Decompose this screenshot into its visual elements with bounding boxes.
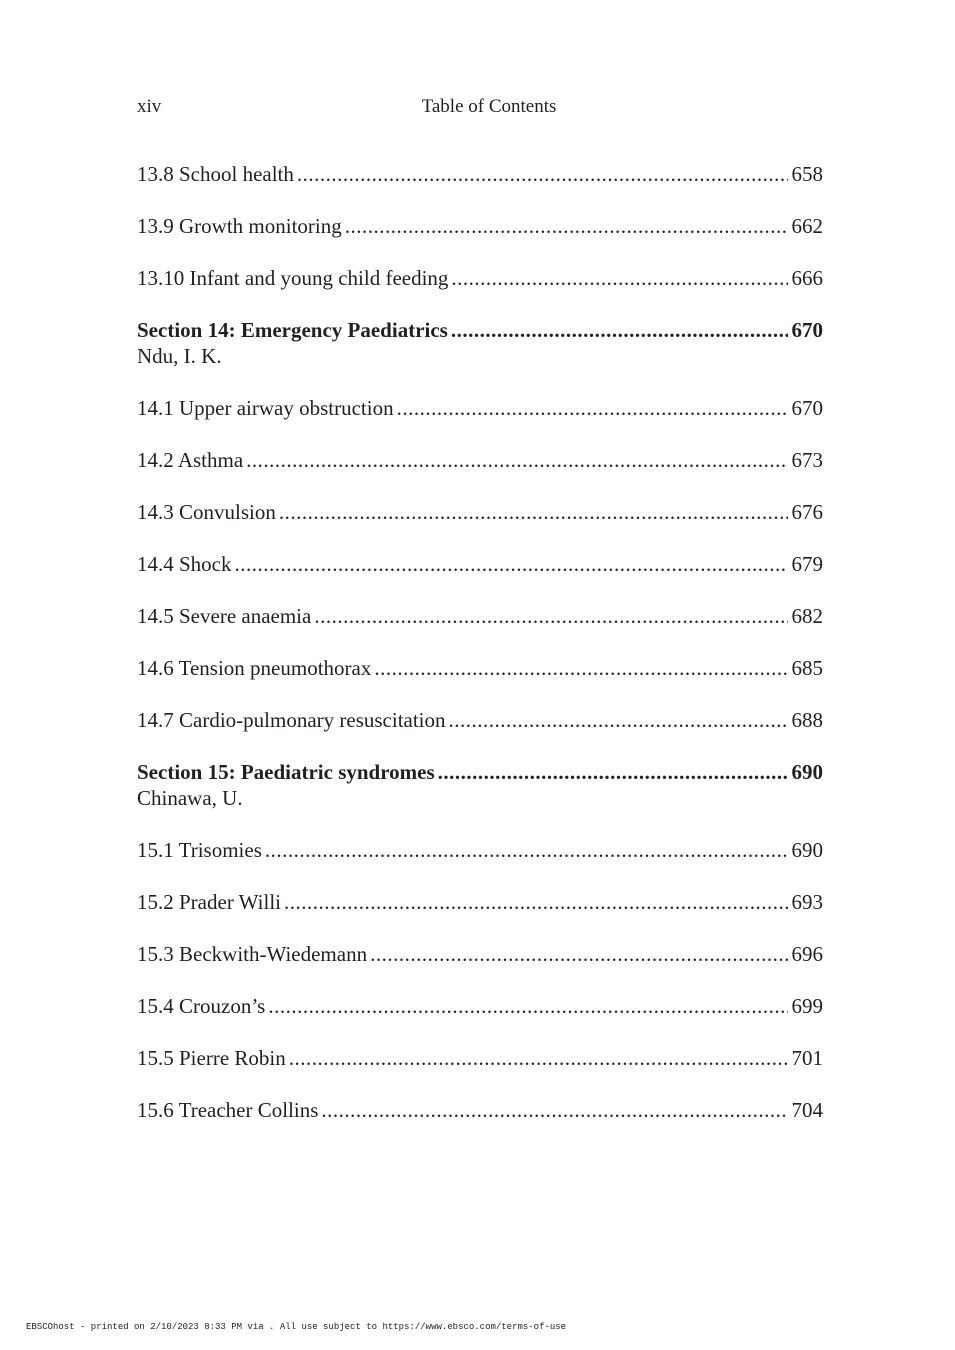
toc-entry-page: 688: [791, 708, 823, 732]
section-title: Section 15: Paediatric syndromes: [137, 760, 435, 784]
toc-entry-title: 13.10 Infant and young child feeding: [137, 266, 449, 290]
toc-entry-title: 14.2 Asthma: [137, 448, 244, 472]
dot-leader: [297, 161, 788, 187]
toc-entry-page: 699: [791, 994, 823, 1018]
dot-leader: [451, 317, 788, 343]
toc-entry[interactable]: [137, 603, 823, 629]
dot-leader: [268, 993, 787, 1019]
section-author: Chinawa, U.: [137, 786, 243, 810]
toc-entry-title: 15.3 Beckwith-Wiedemann: [137, 942, 368, 966]
toc-entry-page: 679: [791, 552, 823, 576]
toc-entry-page: 701: [791, 1046, 823, 1070]
toc-entry[interactable]: [137, 707, 823, 733]
toc-entry[interactable]: [137, 499, 823, 525]
dot-leader: [279, 499, 788, 525]
dot-leader: [449, 707, 788, 733]
toc-entry[interactable]: [137, 213, 823, 239]
toc-entry-page: 685: [791, 656, 823, 680]
dot-leader: [284, 889, 788, 915]
section-page: 670: [791, 318, 823, 342]
toc-entry-title: 15.4 Crouzon’s: [137, 994, 266, 1018]
toc-entry-page: 696: [791, 942, 823, 966]
dot-leader: [265, 837, 788, 863]
toc-entry-title: 15.5 Pierre Robin: [137, 1046, 286, 1070]
toc-entry-page: 662: [791, 214, 823, 238]
toc-entry[interactable]: [137, 395, 823, 421]
toc-entry-title: 15.1 Trisomies: [137, 838, 262, 862]
toc-entry[interactable]: [137, 889, 823, 915]
table-of-contents: [137, 161, 823, 1149]
toc-entry-title: 14.6 Tension pneumothorax: [137, 656, 372, 680]
toc-entry-page: 673: [791, 448, 823, 472]
toc-entry-title: 14.7 Cardio-pulmonary resuscitation: [137, 708, 446, 732]
dot-leader: [374, 655, 787, 681]
toc-entry[interactable]: [137, 447, 823, 473]
dot-leader: [246, 447, 787, 473]
dot-leader: [321, 1097, 787, 1123]
running-title: Table of Contents: [421, 96, 557, 117]
toc-entry-page: 690: [791, 838, 823, 862]
dot-leader: [397, 395, 788, 421]
toc-entry-title: 13.9 Growth monitoring: [137, 214, 342, 238]
dot-leader: [345, 213, 788, 239]
toc-entry-title: 14.4 Shock: [137, 552, 232, 576]
toc-entry-page: 693: [791, 890, 823, 914]
toc-entry-title: 14.1 Upper airway obstruction: [137, 396, 394, 420]
toc-entry-page: 704: [791, 1098, 823, 1122]
print-footer: EBSCOhost - printed on 2/10/2023 8:33 PM via . All use subject to https://www.ebsco.com/terms-of-use: [26, 1322, 567, 1332]
toc-entry-page: 658: [791, 162, 823, 186]
running-header: [137, 96, 823, 122]
toc-entry-title: 14.3 Convulsion: [137, 500, 276, 524]
toc-entry[interactable]: [137, 1045, 823, 1071]
toc-entry[interactable]: [137, 161, 823, 187]
section-title: Section 14: Emergency Paediatrics: [137, 318, 448, 342]
dot-leader: [438, 759, 788, 785]
toc-entry[interactable]: [137, 551, 823, 577]
dot-leader: [451, 265, 787, 291]
page-number: xiv: [137, 96, 162, 117]
section-page: 690: [791, 760, 823, 784]
toc-entry[interactable]: [137, 941, 823, 967]
toc-entry-title: 15.2 Prader Willi: [137, 890, 281, 914]
toc-entry-title: 13.8 School health: [137, 162, 294, 186]
toc-section-heading[interactable]: [137, 317, 823, 343]
toc-entry[interactable]: [137, 837, 823, 863]
toc-section-heading[interactable]: [137, 759, 823, 785]
toc-entry-page: 666: [791, 266, 823, 290]
toc-entry-page: 670: [791, 396, 823, 420]
toc-entry[interactable]: [137, 993, 823, 1019]
toc-entry[interactable]: [137, 655, 823, 681]
toc-entry-page: 682: [791, 604, 823, 628]
dot-leader: [289, 1045, 788, 1071]
toc-entry[interactable]: [137, 265, 823, 291]
dot-leader: [370, 941, 787, 967]
toc-entry-title: 14.5 Severe anaemia: [137, 604, 312, 628]
toc-entry-title: 15.6 Treacher Collins: [137, 1098, 319, 1122]
toc-entry-page: 676: [791, 500, 823, 524]
dot-leader: [235, 551, 788, 577]
toc-entry[interactable]: [137, 1097, 823, 1123]
section-author: Ndu, I. K.: [137, 344, 222, 368]
dot-leader: [314, 603, 787, 629]
